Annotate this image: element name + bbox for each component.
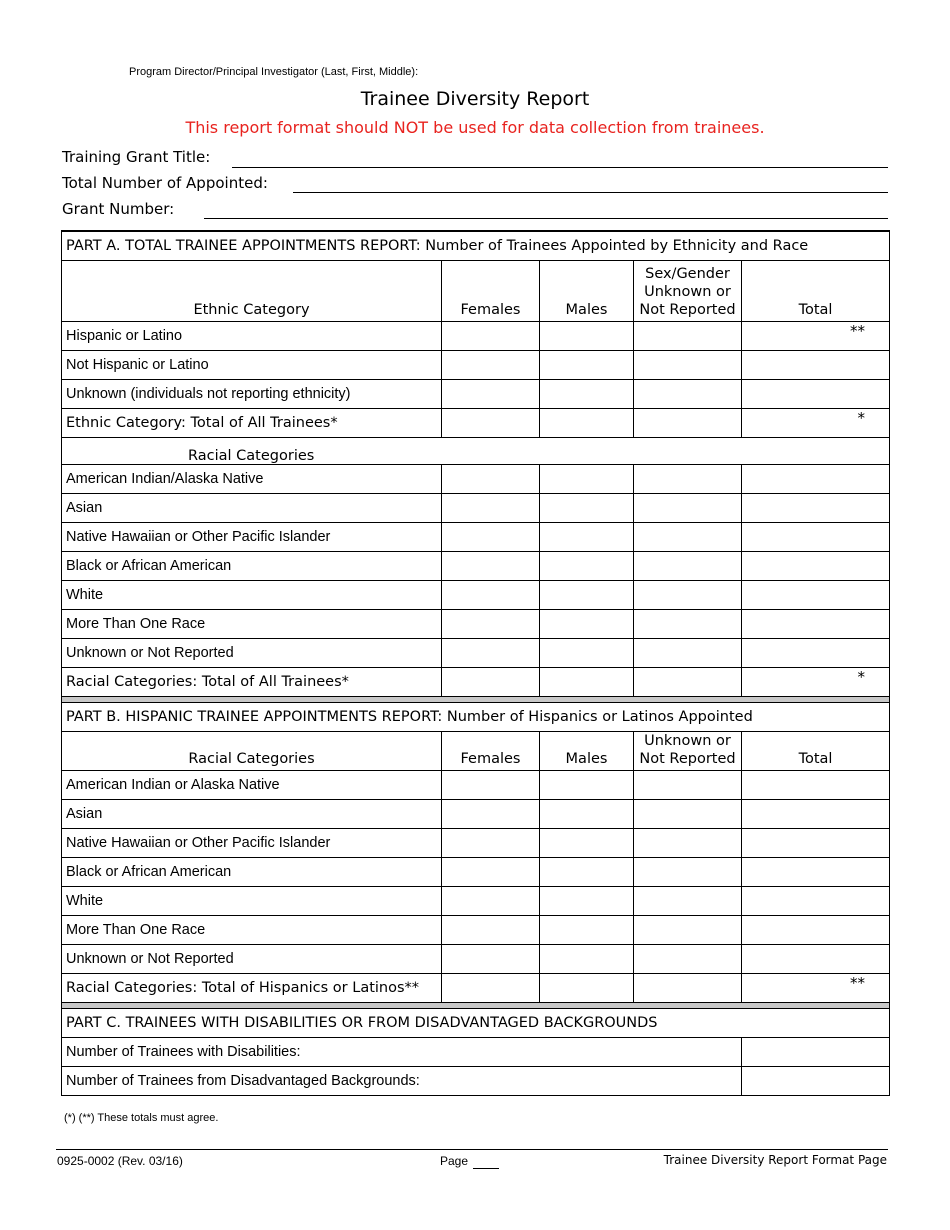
cell-input[interactable] xyxy=(634,464,742,493)
cell-input[interactable] xyxy=(634,580,742,609)
table-row xyxy=(62,379,890,408)
cell-input[interactable] xyxy=(540,609,634,638)
footnote: (*) (**) These totals must agree. xyxy=(64,1112,219,1124)
col-unknown: Unknown or Not Reported xyxy=(634,731,742,770)
cell-input[interactable] xyxy=(540,464,634,493)
cell-input[interactable] xyxy=(442,857,540,886)
racial-total-row xyxy=(62,667,890,696)
part-a-header-row xyxy=(62,260,890,321)
cell-input[interactable] xyxy=(634,408,742,437)
cell-input[interactable] xyxy=(634,886,742,915)
grant-title-field[interactable] xyxy=(232,167,888,168)
cell-input[interactable] xyxy=(742,1037,890,1066)
cell-input[interactable] xyxy=(742,580,890,609)
col-unknown: Sex/Gender Unknown or Not Reported xyxy=(634,260,742,321)
total-cell[interactable]: * xyxy=(742,408,890,437)
part-b-heading-row xyxy=(62,702,890,731)
cell-input[interactable] xyxy=(442,828,540,857)
row-label: More Than One Race xyxy=(62,915,442,944)
pi-label: Program Director/Principal Investigator (Last, First, Middle): xyxy=(129,66,419,78)
table-row xyxy=(62,828,890,857)
cell-input[interactable] xyxy=(540,886,634,915)
table-row xyxy=(62,857,890,886)
col-ethnic-category: Ethnic Category xyxy=(62,260,442,321)
cell-input[interactable] xyxy=(742,799,890,828)
table-row xyxy=(62,1037,890,1066)
cell-input[interactable] xyxy=(540,828,634,857)
col-females: Females xyxy=(442,260,540,321)
cell-input[interactable] xyxy=(442,944,540,973)
table-row xyxy=(62,770,890,799)
ethnic-total-label: Ethnic Category: Total of All Trainees* xyxy=(62,408,442,437)
row-label: More Than One Race xyxy=(62,609,442,638)
cell-input[interactable] xyxy=(442,973,540,1002)
cell-input[interactable] xyxy=(442,799,540,828)
col-males: Males xyxy=(540,260,634,321)
table-row xyxy=(62,638,890,667)
cell-input[interactable] xyxy=(634,493,742,522)
cell-input[interactable] xyxy=(540,638,634,667)
cell-input[interactable] xyxy=(540,379,634,408)
cell-input[interactable] xyxy=(634,667,742,696)
cell-input[interactable] xyxy=(442,915,540,944)
hispanic-total-label: Racial Categories: Total of Hispanics or Latinos** xyxy=(62,973,442,1002)
row-label: Hispanic or Latino xyxy=(62,321,442,350)
form-number: 0925-0002 (Rev. 03/16) xyxy=(57,1154,183,1168)
row-label: Asian xyxy=(62,799,442,828)
table-row xyxy=(62,609,890,638)
cell-input[interactable] xyxy=(634,915,742,944)
cell-input[interactable] xyxy=(742,944,890,973)
cell-input[interactable] xyxy=(742,770,890,799)
cell-input[interactable] xyxy=(742,609,890,638)
cell-input[interactable] xyxy=(742,828,890,857)
cell-input[interactable] xyxy=(442,493,540,522)
grant-number-field[interactable] xyxy=(204,218,888,219)
report-table xyxy=(61,230,890,1096)
cell-input[interactable] xyxy=(634,638,742,667)
page-number-field[interactable] xyxy=(473,1168,499,1169)
racial-heading-row xyxy=(62,437,890,464)
racial-categories-heading: Racial Categories xyxy=(62,437,890,464)
col-total: Total xyxy=(742,731,890,770)
cell-input[interactable] xyxy=(742,886,890,915)
cell-input[interactable] xyxy=(540,580,634,609)
part-b-header-row xyxy=(62,731,890,770)
part-a-heading: PART A. TOTAL TRAINEE APPOINTMENTS REPORT: Number of Trainees Appointed by Ethnicity and Race xyxy=(62,231,890,260)
cell-input[interactable] xyxy=(634,770,742,799)
row-label: White xyxy=(62,886,442,915)
cell-input[interactable] xyxy=(742,464,890,493)
cell-input[interactable] xyxy=(540,799,634,828)
cell-input[interactable] xyxy=(634,321,742,350)
table-row xyxy=(62,551,890,580)
table-row xyxy=(62,522,890,551)
grant-number-label: Grant Number: xyxy=(62,200,175,218)
table-row xyxy=(62,493,890,522)
warning-text: This report format should NOT be used for data collection from trainees. xyxy=(185,118,765,137)
cell-input[interactable] xyxy=(742,379,890,408)
total-cell[interactable]: ** xyxy=(742,321,890,350)
cell-input[interactable] xyxy=(442,522,540,551)
row-label: Asian xyxy=(62,493,442,522)
part-c-heading-row xyxy=(62,1008,890,1037)
cell-input[interactable] xyxy=(742,915,890,944)
page-title: Trainee Diversity Report xyxy=(360,88,590,110)
cell-input[interactable] xyxy=(442,667,540,696)
cell-input[interactable] xyxy=(634,857,742,886)
cell-input[interactable] xyxy=(742,857,890,886)
cell-input[interactable] xyxy=(742,551,890,580)
cell-input[interactable] xyxy=(442,408,540,437)
total-cell[interactable]: ** xyxy=(742,973,890,1002)
cell-input[interactable] xyxy=(634,828,742,857)
cell-input[interactable] xyxy=(540,321,634,350)
total-cell[interactable]: * xyxy=(742,667,890,696)
part-a-heading-row xyxy=(62,231,890,260)
cell-input[interactable] xyxy=(634,799,742,828)
cell-input[interactable] xyxy=(540,350,634,379)
footer-rule xyxy=(56,1149,888,1150)
cell-input[interactable] xyxy=(442,886,540,915)
table-row xyxy=(62,886,890,915)
row-label: American Indian/Alaska Native xyxy=(62,464,442,493)
total-appointed-label: Total Number of Appointed: xyxy=(62,174,268,192)
table-row xyxy=(62,321,890,350)
row-label: Number of Trainees from Disadvantaged Backgrounds: xyxy=(62,1066,742,1095)
part-b-heading: PART B. HISPANIC TRAINEE APPOINTMENTS REPORT: Number of Hispanics or Latinos Appointed xyxy=(62,702,890,731)
col-males: Males xyxy=(540,731,634,770)
cell-input[interactable] xyxy=(540,857,634,886)
cell-input[interactable] xyxy=(442,609,540,638)
cell-input[interactable] xyxy=(442,321,540,350)
cell-input[interactable] xyxy=(540,944,634,973)
table-row xyxy=(62,944,890,973)
ethnic-total-row xyxy=(62,408,890,437)
footer-title: Trainee Diversity Report Format Page xyxy=(663,1153,887,1167)
cell-input[interactable] xyxy=(442,464,540,493)
racial-total-label: Racial Categories: Total of All Trainees* xyxy=(62,667,442,696)
cell-input[interactable] xyxy=(442,379,540,408)
cell-input[interactable] xyxy=(634,944,742,973)
col-females: Females xyxy=(442,731,540,770)
col-racial-category: Racial Categories xyxy=(62,731,442,770)
row-label: Unknown (individuals not reporting ethnicity) xyxy=(62,379,442,408)
table-row xyxy=(62,464,890,493)
row-label: American Indian or Alaska Native xyxy=(62,770,442,799)
col-total: Total xyxy=(742,260,890,321)
cell-input[interactable] xyxy=(540,915,634,944)
cell-input[interactable] xyxy=(540,551,634,580)
total-appointed-field[interactable] xyxy=(293,192,888,193)
row-label: Native Hawaiian or Other Pacific Islander xyxy=(62,522,442,551)
cell-input[interactable] xyxy=(634,350,742,379)
cell-input[interactable] xyxy=(742,350,890,379)
cell-input[interactable] xyxy=(742,522,890,551)
cell-input[interactable] xyxy=(540,522,634,551)
table-row xyxy=(62,350,890,379)
cell-input[interactable] xyxy=(742,1066,890,1095)
cell-input[interactable] xyxy=(540,493,634,522)
cell-input[interactable] xyxy=(540,408,634,437)
part-c-heading: PART C. TRAINEES WITH DISABILITIES OR FROM DISADVANTAGED BACKGROUNDS xyxy=(62,1008,890,1037)
row-label: Unknown or Not Reported xyxy=(62,944,442,973)
cell-input[interactable] xyxy=(634,551,742,580)
cell-input[interactable] xyxy=(634,379,742,408)
page-label: Page xyxy=(440,1154,469,1168)
cell-input[interactable] xyxy=(634,609,742,638)
grant-title-label: Training Grant Title: xyxy=(62,148,211,166)
cell-input[interactable] xyxy=(634,973,742,1002)
cell-input[interactable] xyxy=(742,638,890,667)
cell-input[interactable] xyxy=(540,667,634,696)
cell-input[interactable] xyxy=(442,770,540,799)
row-label: Black or African American xyxy=(62,551,442,580)
row-label: Native Hawaiian or Other Pacific Islander xyxy=(62,828,442,857)
table-row xyxy=(62,799,890,828)
cell-input[interactable] xyxy=(442,350,540,379)
row-label: White xyxy=(62,580,442,609)
row-label: Not Hispanic or Latino xyxy=(62,350,442,379)
table-row xyxy=(62,1066,890,1095)
row-label: Number of Trainees with Disabilities: xyxy=(62,1037,742,1066)
row-label: Black or African American xyxy=(62,857,442,886)
hispanic-total-row xyxy=(62,973,890,1002)
cell-input[interactable] xyxy=(442,638,540,667)
cell-input[interactable] xyxy=(442,580,540,609)
cell-input[interactable] xyxy=(442,551,540,580)
cell-input[interactable] xyxy=(540,973,634,1002)
table-row xyxy=(62,580,890,609)
row-label: Unknown or Not Reported xyxy=(62,638,442,667)
cell-input[interactable] xyxy=(742,493,890,522)
table-row xyxy=(62,915,890,944)
cell-input[interactable] xyxy=(540,770,634,799)
cell-input[interactable] xyxy=(634,522,742,551)
